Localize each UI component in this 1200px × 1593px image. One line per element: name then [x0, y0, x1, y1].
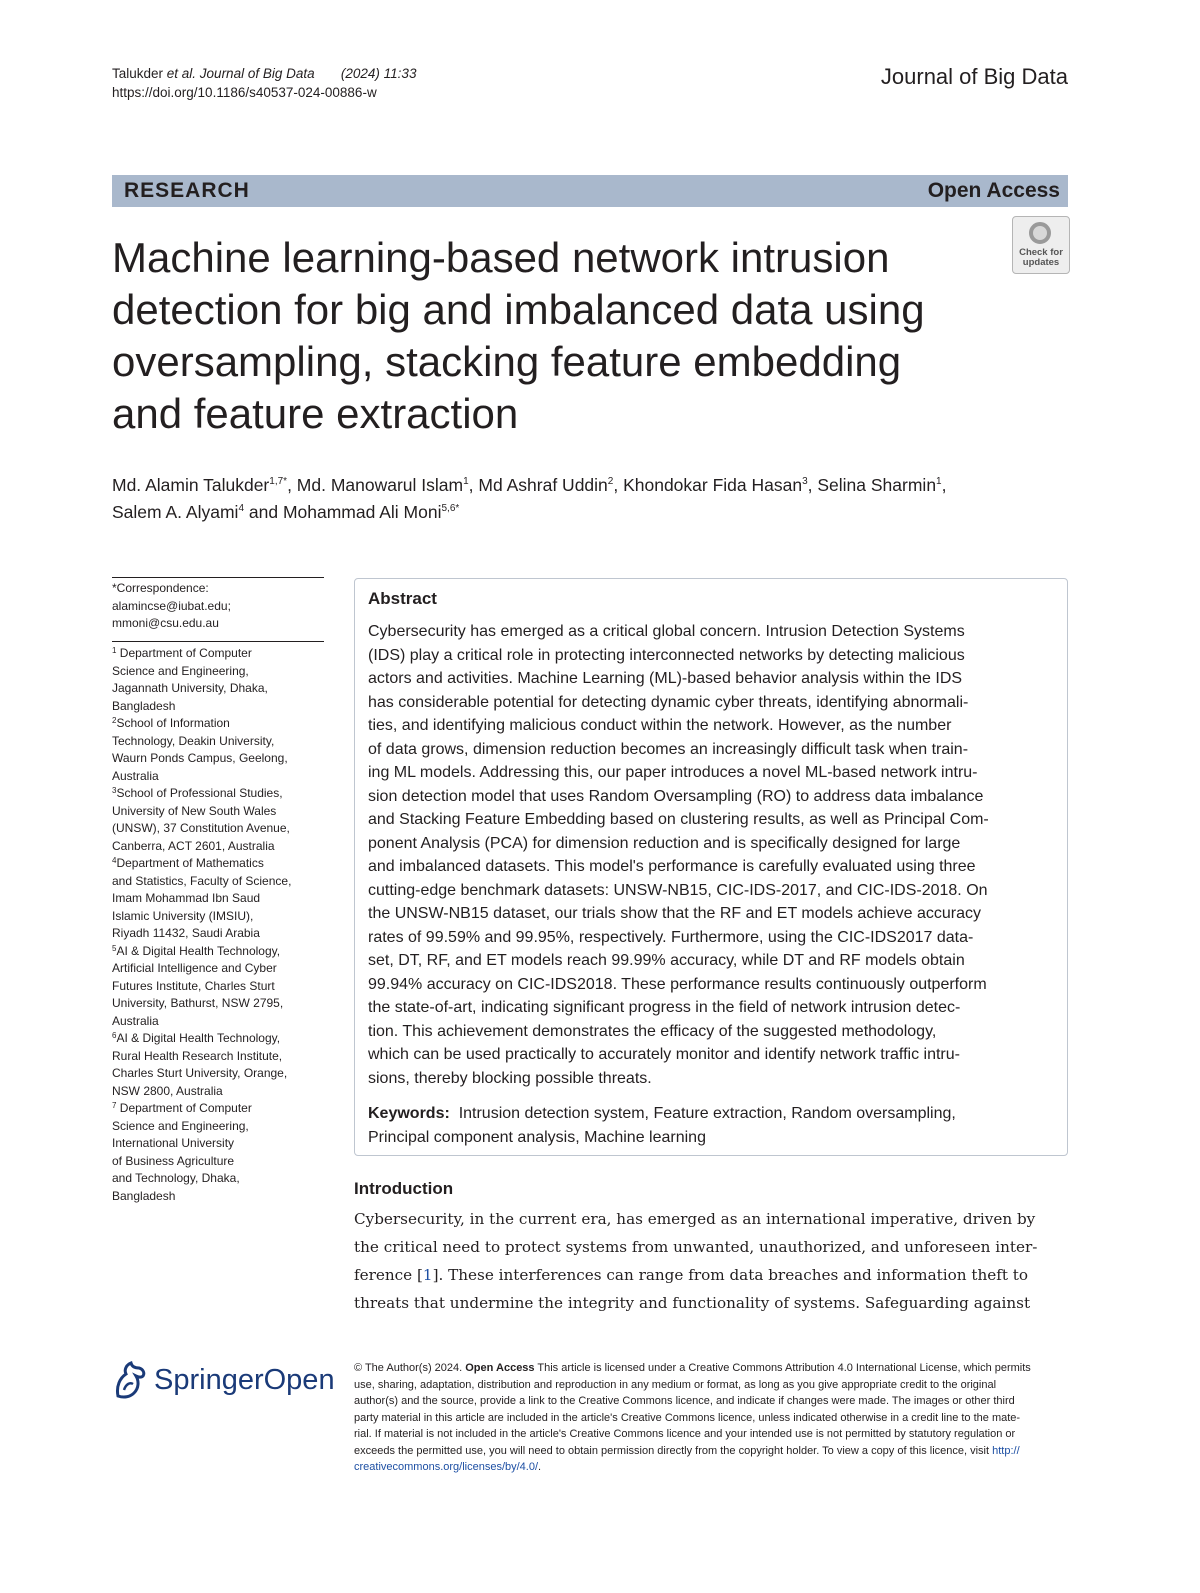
check-updates-text — [1013, 248, 1069, 268]
affiliation-line: Australia — [112, 1013, 159, 1028]
abstract-line: ing ML models. Addressing this, our paper introduces a novel ML-based network intru- — [368, 764, 978, 781]
abstract-line: Cybersecurity has emerged as a critical global concern. Intrusion Detection Systems — [368, 623, 965, 640]
affiliation-line: School of Information — [116, 716, 230, 730]
affiliation-number: 3 — [112, 786, 117, 795]
affiliation-number: 4 — [112, 856, 117, 865]
affiliations — [112, 645, 324, 1205]
affiliation-line: Bangladesh — [112, 1188, 176, 1203]
licence-line: party material in this article are included in the article's Creative Commons licence, unless indicated otherwise in a credit line to the mate- — [354, 1411, 1021, 1424]
abstract-line: ties, and identifying malicious conduct within the network. However, as the number — [368, 717, 952, 734]
author-separator: , — [807, 475, 818, 495]
affiliation-line: Jagannath University, Dhaka, — [112, 681, 268, 695]
abstract-line: the state-of-art, indicating significant progress in the field of network intrusion detec- — [368, 999, 961, 1016]
author-name: Khondokar Fida Hasan — [623, 475, 803, 495]
affiliation — [112, 855, 324, 943]
affiliation-line: Department of Computer — [116, 1101, 252, 1115]
abstract-line: tion. This achievement demonstrates the efficacy of the suggested methodology, — [368, 1022, 937, 1040]
licence-link[interactable]: http:// — [992, 1444, 1020, 1457]
author-affiliation-marker: 2 — [607, 476, 614, 487]
abstract-line: cutting-edge benchmark datasets: UNSW-NB15, CIC-IDS-2017, and CIC-IDS-2018. On — [368, 881, 988, 899]
affiliation-line: Rural Health Research Institute, — [112, 1048, 283, 1063]
affiliation-line: International University — [112, 1136, 235, 1150]
affiliation-line: and Statistics, Faculty of Science, — [112, 873, 292, 888]
affiliation — [112, 943, 324, 1031]
affiliation — [112, 1030, 324, 1100]
affiliation-line: AI & Digital Health Technology, — [116, 943, 281, 958]
affiliation-number: 2 — [112, 716, 117, 725]
affiliation — [112, 785, 324, 855]
citation-line — [112, 64, 416, 83]
abstract-line: 99.94% accuracy on CIC-IDS2018. These performance results continuously outperform — [368, 975, 987, 993]
author-line — [112, 499, 1072, 526]
affiliation-number: 5 — [112, 943, 117, 953]
abstract-line: actors and activities. Machine Learning (ML)-based behavior analysis within the IDS — [368, 670, 963, 687]
body-text: ]. These interferences can range from data breaches and information theft to — [432, 1266, 1029, 1284]
publisher-open: Open — [263, 1364, 335, 1396]
affiliation-line: of Business Agriculture — [112, 1153, 235, 1168]
introduction-heading: Introduction — [354, 1179, 454, 1198]
abstract-line: sions, thereby blocking possible threats. — [368, 1069, 652, 1087]
body-text: ference [ — [354, 1266, 423, 1284]
abstract-line: and imbalanced datasets. This model's performance is carefully evaluated using three — [368, 858, 976, 875]
citation-link[interactable]: 1 — [422, 1266, 433, 1284]
licence-line: author(s) and the source, provide a link to the Creative Commons licence, and indicate if changes were made. The images or other third — [354, 1395, 1015, 1407]
affiliation-number: 7 — [112, 1101, 117, 1110]
correspondence-email[interactable]: alamincse@iubat.edu; — [112, 598, 231, 613]
abstract-line: the UNSW-NB15 dataset, our trials show that the RF and ET models achieve accuracy — [368, 905, 982, 922]
abstract-line: ponent Analysis (PCA) for dimension reduction and is specifically designed for large — [368, 834, 961, 852]
affiliation-line: School of Professional Studies, — [116, 786, 283, 800]
affiliation-line: University, Bathurst, NSW 2795, — [112, 996, 284, 1010]
affiliation-line: Department of Mathematics — [116, 856, 264, 870]
affiliation-line: Canberra, ACT 2601, Australia — [112, 838, 275, 853]
affiliation-line: Technology, Deakin University, — [112, 733, 275, 748]
author-name: Md. Manowarul Islam — [296, 475, 464, 495]
abstract-heading: Abstract — [368, 589, 437, 608]
affiliation-line: Australia — [112, 768, 159, 783]
badge-line: Check for — [1019, 247, 1063, 258]
doi-link[interactable]: https://doi.org/10.1186/s40537-024-00886-w — [112, 85, 377, 100]
springer-horse-icon — [112, 1360, 148, 1400]
keywords-line: Principal component analysis, Machine learning — [368, 1128, 706, 1146]
keywords-label: Keywords: — [368, 1105, 450, 1122]
citation-authors: Talukder — [112, 66, 167, 81]
title-line: and feature extraction — [112, 390, 519, 437]
title-line: oversampling, stacking feature embedding — [112, 338, 902, 385]
licence-link[interactable]: creativecommons.org/licenses/by/4.0/ — [354, 1461, 539, 1473]
affiliation-line: Imam Mohammad Ibn Saud — [112, 891, 261, 905]
affiliation — [112, 1100, 324, 1205]
affiliation-line: AI & Digital Health Technology, — [116, 1031, 281, 1045]
affiliation-line: University of New South Wales — [112, 803, 277, 818]
abstract-line: of data grows, dimension reduction becomes an increasingly difficult task when train- — [368, 740, 969, 758]
abstract-line: set, DT, RF, and ET models reach 99.99% accuracy, while DT and RF models obtain — [368, 952, 965, 969]
licence-notice — [354, 1360, 1070, 1476]
licence-line — [354, 1459, 1070, 1476]
affiliation-line: and Technology, Dhaka, — [112, 1171, 240, 1185]
check-updates-icon — [1029, 222, 1051, 244]
check-for-updates-badge[interactable] — [1012, 216, 1070, 274]
author-affiliation-marker: 1 — [936, 476, 942, 487]
article-title — [112, 232, 1012, 440]
sidebar-rule — [112, 641, 324, 642]
affiliation-line: Artificial Intelligence and Cyber — [112, 961, 277, 975]
author-affiliation-marker: 5,6* — [441, 503, 460, 514]
abstract-line: (IDS) play a critical role in protecting interconnected networks by detecting malicious — [368, 646, 965, 664]
author-separator: and — [244, 502, 283, 522]
licence-text: exceeds the permitted use, you will need to obtain permission directly from the copyright holder. To view a copy of this licence, visit — [354, 1444, 993, 1457]
title-line: Machine learning-based network intrusion — [112, 234, 890, 281]
sidebar-rule — [112, 577, 324, 578]
body-line: the critical need to protect systems from unwanted, unauthorized, and unforeseen inter- — [354, 1238, 1038, 1256]
correspondence-label: *Correspondence: — [112, 581, 209, 595]
title-line: detection for big and imbalanced data using — [112, 286, 925, 333]
keywords-line — [368, 1102, 956, 1126]
abstract-line: sion detection model that uses Random Oversampling (RO) to address data imbalance — [368, 787, 984, 805]
author-list — [112, 472, 1072, 526]
licence-copyright: © The Author(s) 2024. — [354, 1362, 466, 1374]
author-line — [112, 472, 1072, 499]
licence-open-access: Open Access — [465, 1362, 535, 1374]
affiliation-number: 6 — [112, 1031, 117, 1040]
publisher-springer: Springer — [154, 1364, 264, 1396]
citation-year: (2024) 11:33 — [340, 66, 417, 81]
abstract-line: rates of 99.59% and 99.95%, respectively. Furthermore, using the CIC-IDS2017 data- — [368, 928, 974, 946]
article-type-label: RESEARCH — [124, 179, 250, 202]
author-name: Mohammad Ali Moni — [282, 502, 442, 522]
author-name: Md Ashraf Uddin — [478, 475, 608, 495]
abstract-line: has considerable potential for detecting dynamic cyber threats, identifying abnormali- — [368, 693, 969, 711]
affiliation-line: Department of Computer — [119, 646, 252, 660]
affiliation-line: Riyadh 11432, Saudi Arabia — [112, 926, 260, 940]
abstract-line: and Stacking Feature Embedding based on clustering results, as well as Principal Com- — [368, 811, 989, 828]
keywords-text: Intrusion detection system, Feature extraction, Random oversampling, — [458, 1105, 956, 1122]
article-type-bar — [112, 175, 1068, 207]
licence-text: . — [538, 1461, 542, 1473]
author-separator: , — [613, 475, 624, 495]
author-separator: , — [468, 475, 479, 495]
author-affiliation-marker: 1 — [463, 476, 469, 487]
affiliation-line: NSW 2800, Australia — [112, 1083, 223, 1098]
affiliation-line: Islamic University (IMSIU), — [112, 908, 254, 923]
citation-journal: et al. Journal of Big Data — [166, 66, 315, 81]
publisher-name — [154, 1364, 335, 1397]
affiliation — [112, 715, 324, 785]
correspondence-email[interactable]: mmoni@csu.edu.au — [112, 616, 219, 630]
body-line — [354, 1261, 1028, 1289]
affiliation-line: Science and Engineering, — [112, 1118, 249, 1133]
body-line: threats that undermine the integrity and functionality of systems. Safeguarding against — [354, 1294, 1031, 1312]
affiliation-line: (UNSW), 37 Constitution Avenue, — [112, 821, 290, 835]
affiliation-line: Science and Engineering, — [112, 663, 249, 678]
correspondence — [112, 580, 324, 633]
licence-line: rial. If material is not included in the article's Creative Commons licence and your intended use is not permitted by statutory regulation or — [354, 1428, 1016, 1440]
author-name: Salem A. Alyami — [112, 502, 239, 522]
licence-line — [354, 1443, 1070, 1460]
affiliation-line: Waurn Ponds Campus, Geelong, — [112, 751, 288, 765]
licence-text: This article is licensed under a Creative Commons Attribution 4.0 International License, which permits — [534, 1362, 1031, 1374]
author-name: Md. Alamin Talukder — [112, 475, 270, 495]
licence-line — [354, 1360, 1070, 1377]
author-affiliation-marker: 3 — [802, 476, 808, 487]
badge-line: updates — [1022, 257, 1060, 268]
author-separator: , — [941, 475, 947, 495]
affiliation-line: Futures Institute, Charles Sturt — [112, 978, 275, 993]
journal-name: Journal of Big Data — [880, 64, 1068, 89]
body-line: Cybersecurity, in the current era, has emerged as an international imperative, driven by — [354, 1210, 1036, 1228]
author-name: Selina Sharmin — [817, 475, 937, 495]
open-access-label: Open Access — [927, 179, 1060, 202]
affiliation-line: Charles Sturt University, Orange, — [112, 1066, 288, 1080]
author-affiliation-marker: 4 — [238, 503, 245, 514]
author-separator: , — [287, 475, 297, 495]
affiliation — [112, 645, 324, 715]
licence-line: use, sharing, adaptation, distribution and reproduction in any medium or format, as long as you give appropriate credit to the original — [354, 1378, 997, 1391]
author-affiliation-marker: 1,7* — [269, 476, 288, 487]
affiliation-line: Bangladesh — [112, 698, 176, 713]
affiliation-number: 1 — [112, 646, 117, 655]
abstract-line: which can be used practically to accurately monitor and identify network traffic intru- — [368, 1046, 960, 1063]
